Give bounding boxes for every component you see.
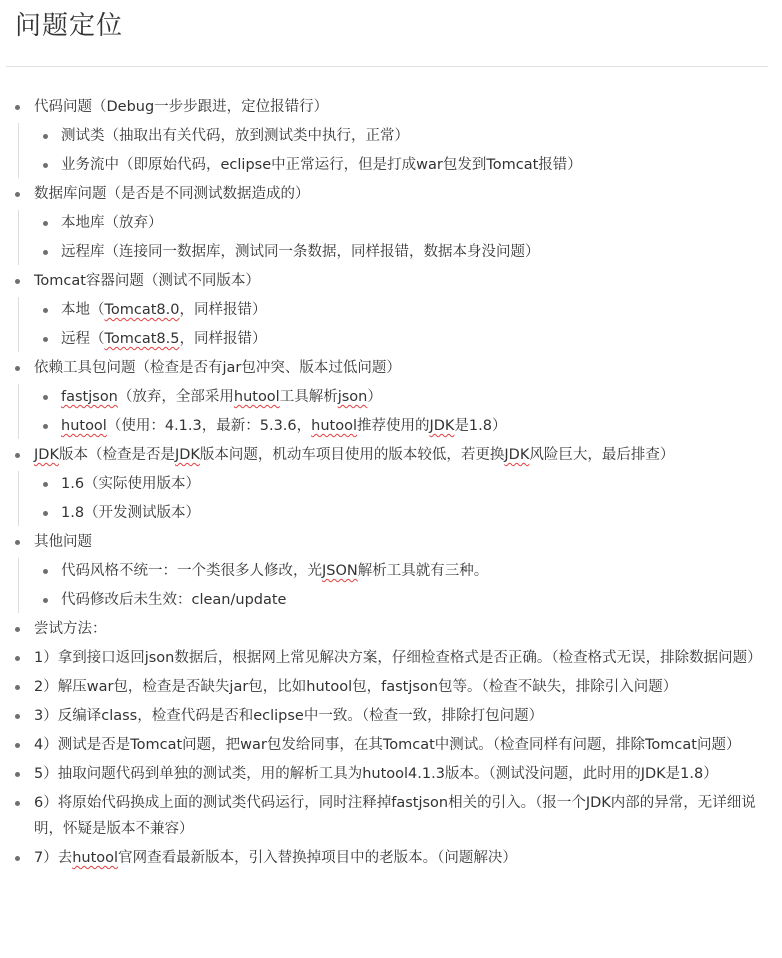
bullet-icon <box>43 598 48 603</box>
list-item-text: 4）测试是否是Tomcat问题，把war包发给同事，在其Tomcat中测试。（检查同样有问题，排除Tomcat问题） <box>34 737 741 753</box>
nested-list <box>18 297 762 352</box>
text-segment: 风险巨大，最后排查） <box>529 447 675 463</box>
nested-list <box>18 123 762 178</box>
list-item-text: 1）拿到接口返回json数据后，根据网上常见解决方案，仔细检查格式是否正确。（检查格式无误，排除数据问题） <box>34 650 762 666</box>
bullet-icon <box>15 627 20 632</box>
text-segment: ，同样报错） <box>179 302 267 318</box>
bullet-icon <box>15 743 20 748</box>
spellcheck-word[interactable]: hutool <box>233 389 280 405</box>
bullet-icon <box>15 656 20 661</box>
spellcheck-word[interactable]: JDK <box>34 447 59 463</box>
spellcheck-word[interactable]: fastjson <box>61 389 118 405</box>
text-segment: （使用：4.1.3，最新：5.3.6， <box>106 418 312 434</box>
list-item <box>0 355 782 439</box>
list-item <box>19 210 762 236</box>
list-item-text: 数据库问题（是否是不同测试数据造成的） <box>34 186 310 202</box>
list-item <box>0 790 782 842</box>
text-segment: 官网查看最新版本，引入替换掉项目中的老版本。（问题解决） <box>118 850 517 866</box>
list-item <box>0 94 782 178</box>
bullet-icon <box>15 453 20 458</box>
list-item <box>19 152 762 178</box>
bullet-icon <box>15 772 20 777</box>
bullet-icon <box>43 482 48 487</box>
list-item-text: Tomcat容器问题（测试不同版本） <box>34 273 260 289</box>
text-segment: 远程（ <box>61 331 105 347</box>
bullet-icon <box>15 714 20 719</box>
text-segment: 解析工具就有三种。 <box>357 563 489 579</box>
list-item-text: 依赖工具包问题（检查是否有jar包冲突、版本过低问题） <box>34 360 401 376</box>
text-segment: 代码风格不统一：一个类很多人修改，光 <box>61 563 322 579</box>
bullet-icon <box>43 221 48 226</box>
bullet-icon <box>15 685 20 690</box>
list-item <box>0 181 782 265</box>
text-segment: 版本（检查是否是 <box>58 447 175 463</box>
bullet-icon <box>15 856 20 861</box>
list-item <box>0 529 782 613</box>
list-item <box>19 500 762 526</box>
list-item <box>0 703 782 729</box>
list-item <box>0 761 782 787</box>
list-item <box>19 413 762 439</box>
text-segment: 推荐使用的 <box>356 418 430 434</box>
bullet-icon <box>43 163 48 168</box>
bullet-icon <box>43 395 48 400</box>
list-item-text: 代码问题（Debug一步步跟进，定位报错行） <box>34 99 329 115</box>
spellcheck-word[interactable]: JDK <box>174 447 200 463</box>
list-item <box>19 297 762 323</box>
list-item-text: 其他问题 <box>34 534 92 550</box>
bullet-icon <box>43 308 48 313</box>
bullet-icon <box>15 279 20 284</box>
list-item-text: 5）抽取问题代码到单独的测试类，用的解析工具为hutool4.1.3版本。（测试没问题，此时用的JDK是1.8） <box>34 766 718 782</box>
page-title: 问题定位 <box>15 11 124 41</box>
spellcheck-word[interactable]: hutool <box>61 418 107 434</box>
text-segment: 7）去 <box>34 850 73 866</box>
nested-list <box>18 471 762 526</box>
bullet-icon <box>15 192 20 197</box>
spellcheck-word[interactable]: Tomcat8.5 <box>104 331 180 347</box>
list-item <box>0 674 782 700</box>
text-segment: 版本问题，机动车项目使用的版本较低，若更换 <box>199 447 505 463</box>
list-item-text: 6）将原始代码换成上面的测试类代码运行，同时注释掉fastjson相关的引入。（报一个JDK内部的异常，无详细说明，怀疑是版本不兼容） <box>34 795 756 837</box>
list-item-text: 3）反编译class，检查代码是否和eclipse中一致。（检查一致，排除打包问题） <box>34 708 544 724</box>
list-item <box>0 845 782 871</box>
list-item <box>19 123 762 149</box>
list-item <box>19 384 762 410</box>
text-segment: 本地（ <box>61 302 105 318</box>
nested-list <box>18 558 762 613</box>
list-item-text: 1.8（开发测试版本） <box>61 505 201 521</box>
title-divider <box>6 66 768 67</box>
bullet-icon <box>43 424 48 429</box>
list-item-text: 远程库（连接同一数据库，测试同一条数据，同样报错，数据本身没问题） <box>61 244 540 260</box>
text-segment: ） <box>367 389 382 405</box>
list-item-text: 业务流中（即原始代码，eclipse中正常运行，但是打成war包发到Tomcat报错） <box>61 157 582 173</box>
spellcheck-word[interactable]: Tomcat8.0 <box>104 302 180 318</box>
text-segment: （放弃，全部采用 <box>117 389 234 405</box>
list-item <box>0 616 782 642</box>
list-item <box>19 558 762 584</box>
list-item <box>0 645 782 671</box>
bullet-icon <box>43 250 48 255</box>
list-item-text: 代码修改后未生效：clean/update <box>61 592 287 608</box>
bullet-icon <box>15 366 20 371</box>
text-segment: ，同样报错） <box>179 331 267 347</box>
bullet-icon <box>15 105 20 110</box>
bullet-icon <box>43 511 48 516</box>
list-item-text: 本地库（放弃） <box>61 215 163 231</box>
bullet-icon <box>15 801 20 806</box>
nested-list <box>18 210 762 265</box>
spellcheck-word[interactable]: hutool <box>72 850 119 866</box>
list-item <box>19 326 762 352</box>
spellcheck-word[interactable]: JDK <box>504 447 530 463</box>
list-item <box>19 471 762 497</box>
list-item-text: 1.6（实际使用版本） <box>61 476 201 492</box>
nested-list <box>18 384 762 439</box>
bullet-icon <box>43 337 48 342</box>
spellcheck-word[interactable]: hutool <box>311 418 357 434</box>
spellcheck-word[interactable]: JSON <box>322 563 358 579</box>
bullet-icon <box>43 569 48 574</box>
list-item <box>0 268 782 352</box>
spellcheck-word[interactable]: json <box>337 389 368 405</box>
list-item <box>0 732 782 758</box>
list-item-text: 尝试方法： <box>34 621 107 637</box>
text-segment: 工具解析 <box>279 389 338 405</box>
spellcheck-word[interactable]: JDK <box>429 418 455 434</box>
list-item <box>19 239 762 265</box>
list-item-text: 测试类（抽取出有关代码，放到测试类中执行，正常） <box>61 128 409 144</box>
list-item-text: 2）解压war包，检查是否缺失jar包，比如hutool包，fastjson包等。（检查不缺失，排除引入问题） <box>34 679 678 695</box>
text-segment: 是1.8） <box>454 418 507 434</box>
list-item <box>19 587 762 613</box>
outline-list <box>0 94 782 871</box>
outline-content <box>0 94 782 874</box>
bullet-icon <box>43 134 48 139</box>
bullet-icon <box>15 540 20 545</box>
list-item <box>0 442 782 526</box>
